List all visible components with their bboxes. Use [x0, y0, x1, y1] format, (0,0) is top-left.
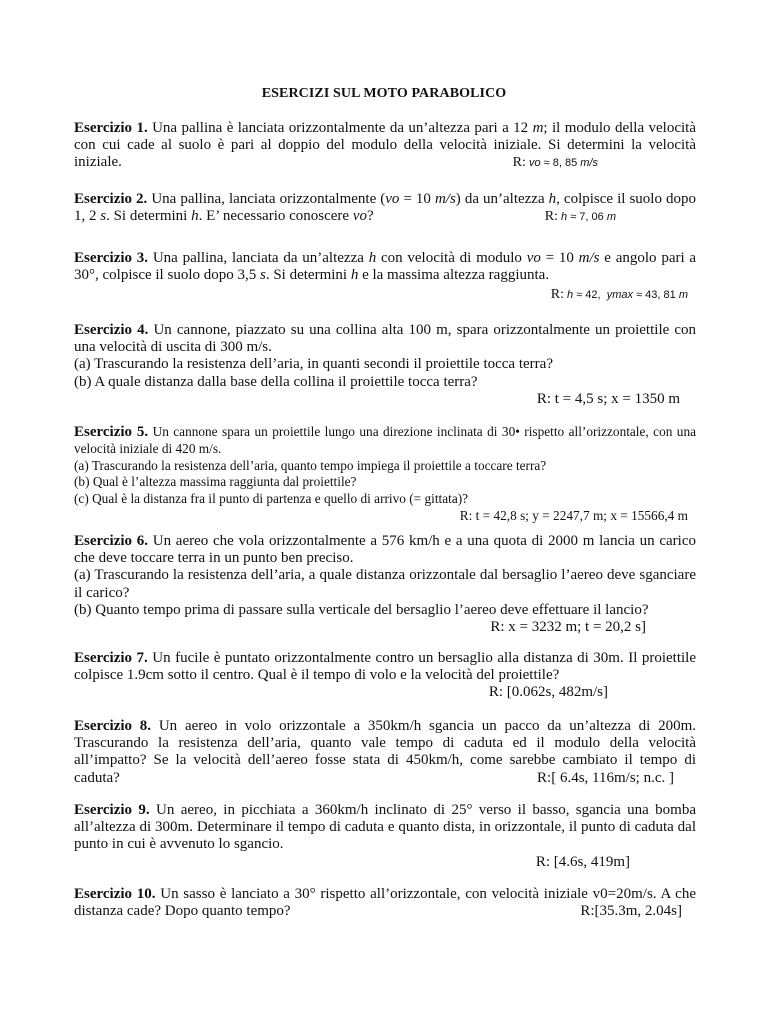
exercise-label: Esercizio 7.	[74, 650, 148, 666]
exercise-answer	[545, 208, 696, 226]
exercise-3	[74, 250, 696, 305]
exercise-label: Esercizio 2.	[74, 191, 148, 207]
variable: h	[350, 267, 359, 284]
exercise-text: Un aereo in volo orizzontale a 350km/h sgancia un pacco da un’altezza di 200m. Trascurando la resistenza dell’aria, quanto vale tempo di caduta ed il modulo della velocità all’impatto? Se la velocità dell’aereo fosse stata di 450km/h, come sarebbe cambiato il tempo di caduta?	[74, 718, 696, 786]
exercise-text: Un cannone, piazzato su una collina alta 100 m, spara orizzontalmente un proiettile con una velocità di uscita di 300 m/s.	[74, 322, 697, 356]
exercise-text: Una pallina è lanciata orizzontalmente da un’altezza pari a 12	[152, 120, 529, 136]
exercise-label: Esercizio 8.	[74, 718, 152, 734]
unit: s	[259, 267, 266, 284]
exercise-label: Esercizio 1.	[74, 120, 148, 136]
answer-variable: h	[561, 211, 568, 224]
exercise-answer: R: [0.062s, 482m/s]	[488, 684, 608, 701]
exercise-text: (b) Quanto tempo prima di passare sulla verticale del bersaglio l’aereo deve effettuare il lancio?	[74, 601, 649, 618]
answer-variable: vo	[528, 157, 541, 170]
exercise-text: Una pallina, lanciata orizzontalmente (	[151, 191, 386, 207]
exercise-text: Un sasso è lanciato a 30° rispetto all’orizzontale, con velocità iniziale v0=20m/s. A che distanza cade? Dopo quanto tempo?	[74, 886, 696, 920]
answer-value: ≈ 42,	[576, 289, 601, 302]
exercise-6	[74, 533, 696, 636]
exercise-label: Esercizio 10.	[74, 886, 156, 902]
exercise-text: e la massima altezza raggiunta.	[362, 267, 550, 284]
exercise-text: , colpisce il suolo dopo 1, 2	[74, 191, 696, 225]
exercise-answer: R:[ 6.4s, 116m/s; n.c. ]	[537, 769, 674, 786]
answer-value: ≈ 7, 06	[570, 211, 604, 224]
exercise-8	[74, 718, 696, 787]
variable: h	[548, 191, 557, 207]
exercise-answer: R: t = 42,8 s; y = 2247,7 m; x = 15566,4 m	[459, 507, 688, 523]
exercise-text: Un aereo, in picchiata a 360km/h inclinato di 25° verso il basso, sgancia una bomba all’altezza di 300m. Determinare il tempo di caduta e quanto dista, in orizzontale, il punto di caduta dal punto in cui è avvenuto lo sgancio.	[74, 802, 696, 853]
exercise-2	[74, 191, 696, 226]
exercise-text: . Si determini	[106, 208, 188, 225]
exercise-text: (c) Qual è la distanza fra il punto di partenza e quello di arrivo (= gittata)?	[74, 491, 469, 507]
exercise-text: Una pallina, lanciata da un’altezza	[152, 250, 364, 266]
exercise-answer: R:[35.3m, 2.04s]	[580, 903, 682, 920]
exercise-label: Esercizio 6.	[74, 533, 149, 549]
answer-prefix: R:	[544, 209, 558, 225]
answer-variable: h	[567, 289, 574, 302]
exercise-text: Un cannone spara un proiettile lungo una direzione inclinata di 30• rispetto all’orizzontale, con una velocità iniziale di 420 m/s.	[74, 424, 696, 456]
answer-unit: m	[678, 289, 688, 302]
answer-unit: m/s	[580, 157, 598, 170]
variable: vo	[526, 250, 541, 266]
answer-value: ≈ 8, 85	[543, 157, 578, 170]
exercise-label: Esercizio 5.	[74, 424, 149, 440]
exercise-text: (a) Trascurando la resistenza dell’aria, a quale distanza orizzontale dal bersaglio l’aereo deve sganciare il carico?	[74, 567, 696, 601]
exercise-text: Un aereo che vola orizzontalmente a 576 km/h e a una quota di 2000 m lancia un carico che deve toccare terra in un punto ben preciso.	[74, 533, 697, 567]
exercise-answer: R: t = 4,5 s; x = 1350 m	[536, 390, 680, 407]
exercise-7	[74, 650, 696, 702]
answer-prefix: R:	[550, 287, 564, 303]
exercise-text: (a) Trascurando la resistenza dell’aria, in quanti secondi il proiettile tocca terra?	[74, 356, 553, 373]
exercise-text: con velocità di modulo	[380, 250, 522, 266]
exercise-1	[74, 120, 696, 173]
page-title: ESERCIZI SUL MOTO PARABOLICO	[261, 86, 507, 101]
exercise-9	[74, 802, 696, 871]
exercise-answer	[74, 286, 696, 304]
unit: m/s	[578, 250, 600, 266]
variable: h	[368, 250, 377, 266]
variable: vo	[352, 208, 367, 225]
answer-prefix: R:	[512, 155, 526, 171]
exercise-answer: R: x = 3232 m; t = 20,2 s]	[490, 619, 646, 636]
answer-value: ≈ 43, 81	[636, 289, 676, 302]
exercise-text: = 10	[399, 191, 435, 207]
exercise-answer: R: [4.6s, 419m]	[535, 853, 630, 870]
exercise-10	[74, 886, 696, 920]
exercise-text: = 10	[545, 250, 574, 266]
exercise-text: . Si determini	[265, 267, 348, 284]
exercise-text: Un fucile è puntato orizzontalmente contro un bersaglio alla distanza di 30m. Il proiettile colpisce 1.9cm sotto il centro. Qual è il tempo di volo e la velocità del proiettile?	[74, 650, 697, 684]
unit: s	[100, 208, 107, 225]
variable: vo	[385, 191, 400, 207]
exercise-5	[74, 424, 696, 525]
exercise-text: ?	[367, 208, 374, 225]
exercise-text: ; il modulo della velocità con cui cade al suolo è pari al doppio del modulo della velocità iniziale. Si determini la velocità iniziale.	[74, 120, 696, 171]
exercise-text: (b) A quale distanza dalla base della collina il proiettile tocca terra?	[74, 373, 478, 390]
exercise-4	[74, 322, 696, 408]
unit: m/s	[434, 191, 456, 207]
exercise-text: e angolo pari a 30°, colpisce il suolo dopo 3,5	[74, 250, 697, 284]
exercise-text: (a) Trascurando la resistenza dell’aria, quanto tempo impiega il proiettile a toccare terra?	[74, 457, 547, 473]
exercise-text: (b) Qual è l’altezza massima raggiunta dal proiettile?	[74, 474, 357, 490]
exercise-text: ) da un’altezza	[455, 191, 545, 207]
exercise-label: Esercizio 9.	[74, 802, 150, 818]
exercise-text: . E’ necessario conoscere	[198, 208, 350, 225]
exercise-answer	[513, 154, 696, 172]
answer-variable: ymax	[606, 289, 634, 302]
unit: m	[532, 120, 544, 136]
variable: h	[191, 208, 199, 225]
exercise-label: Esercizio 3.	[74, 250, 149, 266]
exercise-label: Esercizio 4.	[74, 322, 149, 338]
answer-unit: m	[606, 211, 616, 224]
